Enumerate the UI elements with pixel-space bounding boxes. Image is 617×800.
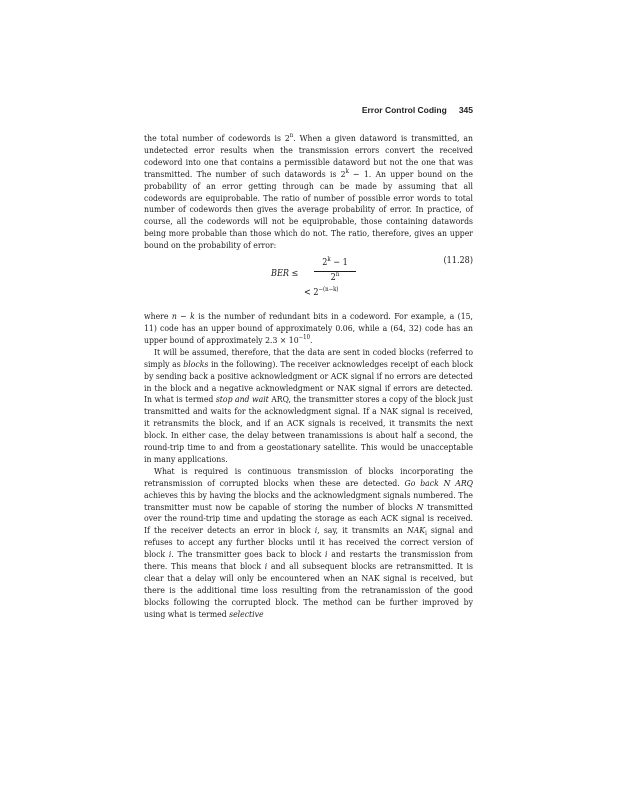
paragraph-stop-and-wait: It will be assumed, therefore, that the data are sent in coded blocks (referred to simply as blocks in the following). The receiver acknowledges receipt of each block by sending back a positive acknowledgment or ACK signal if no errors are detected in the block and a negative acknowledgment or NAK signal if errors are detected. In what is termed stop and wait ARQ, the transmitter stores a copy of the block just transmitted and waits for the acknowledgment signal. If a NAK signal is received, it retransmits the block, and if an ACK signals is received, it transmits the next block. In either case, the delay between tranamissions is about half a second, the round-trip time to and from a geostationary satellite. This would be unacceptable in many applications. xyxy=(144,347,473,465)
paragraph-go-back-n: What is required is continuous transmission of blocks incorporating the retransmission of corrupted blocks when these are detected. Go back N ARQ achieves this by having the blocks and the acknowledgment signals numbered. The transmitter must now be capable of storing the number of blocks N transmitted over the round-trip time and updating the storage as each ACK signal is received. If the receiver detects an error in block i, say, it transmits an $NAK_i$ signal and refuses to accept any further blocks until it has received the correct version of block i. The transmitter goes back to block i and restarts the transmission from there. This means that block i and all subsequent blocks are retransmitted. It is clear that a delay will only be encountered when an NAK signal is received, but there is the additional time loss resulting from the retranamission of the good blocks following the corrupted block. The method can be further improved by using what is termed selective xyxy=(144,466,474,620)
equation-bound-line: < $2^{-(n-k)}$ xyxy=(304,286,339,299)
equation-denominator: 2$^n$ xyxy=(330,270,340,283)
body-text xyxy=(144,134,473,622)
equation-fraction xyxy=(314,258,356,285)
equation-number: (11.28) xyxy=(443,256,473,267)
paragraph-codeword-count: the total number of codewords is 2$^n$. When a given dataword is transmitted, an undetected error results when the transmission errors convert the received codeword into one that contains a permissible dataword but not the one that was transmitted. The number of such datawords is $2^k - 1$. An upper bound on the probability of an error getting through can be made by assuming that all codewords are equiprobable. The ratio of number of possible error words to total number of codewords then gives the average probability of error. In practice, of course, all the codewords will not be equiprobable, those containing datawords being more probable than those which do not. The ratio, therefore, gives an upper bound on the probability of error: xyxy=(144,132,473,252)
running-title: Error Control Coding xyxy=(361,105,447,115)
equation-lhs: BER ≤ xyxy=(271,269,299,280)
page-number: 345 xyxy=(458,105,473,115)
paragraph-redundant-bits: where n − k is the number of redundant bits in a codeword. For example, a (15, 11) code has an upper bound of approximately 0.06, while a (64, 32) code has an upper bound of approximately $2.3 \times 10^{-10}$. xyxy=(144,312,473,346)
running-header xyxy=(144,105,473,115)
equation-numerator: $2^k - 1$ xyxy=(314,258,356,272)
equation-11-28 xyxy=(144,256,473,306)
